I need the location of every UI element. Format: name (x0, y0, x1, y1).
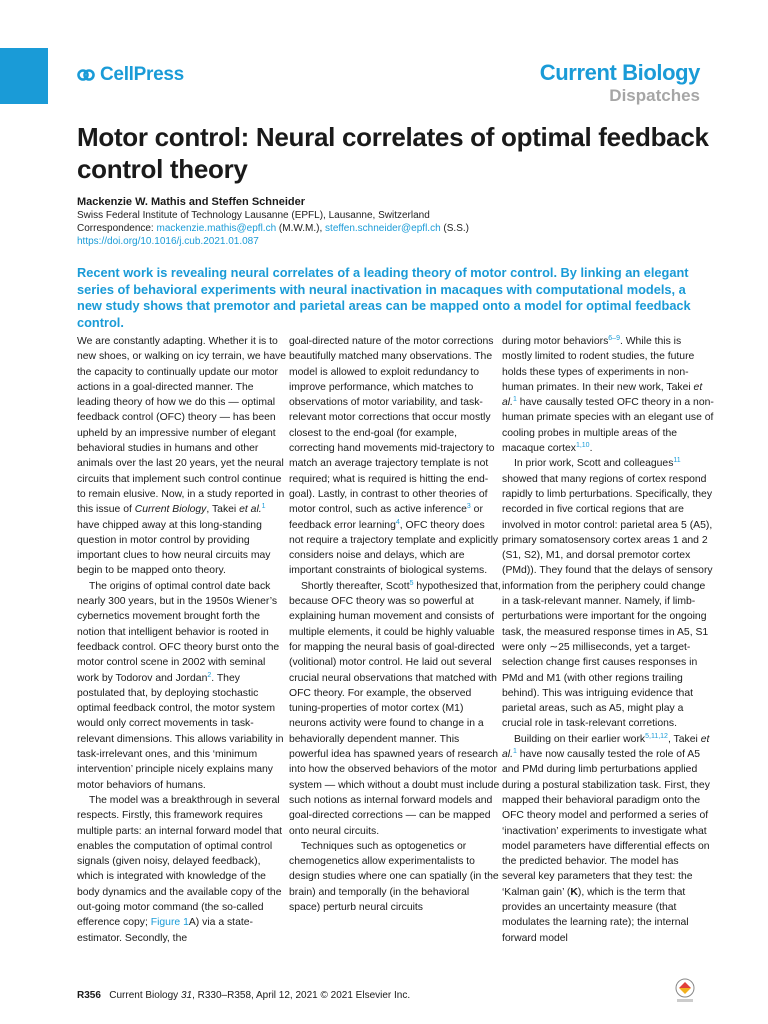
column-2 (289, 334, 501, 915)
journal-name: Current Biology (539, 60, 700, 85)
paragraph: The model was a breakthrough in several respects. Firstly, this framework requires multiple parts: an internal forward model that enables the computation of optimal control signals (given noisy, delayed feedback), which is integrated with knowledge of the body dynamics and the available copy of the out-going motor command (the so-called efference copy; Figure 1A) via a state-estimator. Secondly, the (77, 794, 283, 944)
reference-link[interactable]: 3 (466, 503, 471, 511)
reference-link[interactable]: 11 (673, 457, 681, 465)
email-note-2: (S.S.) (440, 223, 469, 234)
cellpress-link-icon (77, 67, 95, 83)
figure-link[interactable]: Figure 1 (150, 917, 189, 929)
paragraph: In prior work, Scott and colleagues$^{11}$ showed that many regions of cortex respond rapidly to limb perturbations. Specifically, they recorded in five cortical regions that are involved in motor control: parietal area 5 (A5), primary somatosensory cortex areas 1 and 2 (S1, S2), M1, and dorsal premotor cortex (PMd)). They found that the delays of sensory information from the periphery could change in a task-relevant manner. Namely, if limb-perturbations were important for the ongoing task, the measured response times in A5, S1 were only ∼25 milliseconds, yet a target-selection change first causes responses in PMd and M1 (with other regions trailing behind). This was intriguing evidence that parietal areas, such as A5, might play a crucial role in task-relevant corretions. (502, 457, 713, 730)
paragraph: Building on their earlier work$^{5,11,12}$, Takei et al.$^1$ have now causally tested the role of A5 and PMd during limb perturbations applied during a postural stabilization task. First, they mapped their behavioral paradigm onto the OFC theory model and performed a series of ‘inactivation’ experiments to investigate what model parameters have differential effects on the predicted behavior. The model has several key parameters that they test: the ‘Kalman gain’ (K), which is the term that provides an uncertainty measure (that modulates the learning rate); the internal forward model (502, 732, 710, 944)
section-name: Dispatches (609, 86, 700, 105)
correspondence-label: Correspondence: (77, 223, 157, 234)
reference-link[interactable]: 5 (409, 579, 414, 587)
reference-link[interactable]: 4 (395, 518, 400, 526)
journal-masthead (540, 62, 700, 104)
email-link-mathis[interactable]: mackenzie.mathis@epfl.ch (156, 223, 277, 234)
page-number: R356 (77, 990, 101, 1001)
paragraph: Techniques such as optogenetics or chemogenetics allow experimentalists to design studies where one can spatially (in the brain) and temporally (in the behavioral space) perturb neural circuits (289, 840, 499, 913)
paragraph: We are constantly adapting. Whether it is to new shoes, or walking on icy terrain, we have the capacity to continually update our motor actions in a goal-directed manner. The leading theory of how we do this — optimal feedback control (OFC) theory — has been upheld by an impressive number of elegant behavioral studies in humans and other animals over the last 20 years, yet the neural circuits that implement such control continue to remain elusive. Now, in a study reported in this issue of Current Biology, Takei et al.$^1$ have chipped away at this long-standing question in motor control by providing important clues to how neural circuits may begin to be mapped onto theory. (77, 336, 287, 577)
paragraph: The origins of optimal control date back nearly 300 years, but in the 1950s Wiener’s cybernetics movement brought forth the notion that intelligent behavior is rooted in feedback control. OFC theory burst onto the motor control scene in 2002 with seminal work by Todorov and Jordan$^2$. They postulated that, by deploying stochastic optimal feedback control, the motor system would only correct movements in task-relevant dimensions. This allows variability in task-irrelevant ones, and this ‘minimum intervention’ principle nicely explains many motor behaviors of humans. (77, 580, 284, 791)
column-3 (502, 334, 714, 946)
reference-link[interactable]: 6–9 (608, 335, 620, 342)
email-note-1: (M.W.M.), (276, 223, 326, 234)
author-list: Mackenzie W. Mathis and Steffen Schneider (77, 196, 305, 208)
abstract: Recent work is revealing neural correlates of a leading theory of motor control. By linking an elegant series of behavioral experiments with neural inactivation in macaques with computational models, a new study shows that premotor and parietal areas can be mapped onto a model for optimal feedback control. (77, 265, 691, 330)
crossmark-icon[interactable] (674, 978, 696, 1006)
cellpress-logo[interactable] (77, 64, 184, 86)
cellpress-wordmark: CellPress (100, 64, 184, 85)
paragraph: goal-directed nature of the motor corrections beautifully matched many observations. The model is allowed to exploit redundancy to improve performance, which matches to observations of motor variability, and task-relevant motor corrections that occur mostly closest to the end-goal (for example, correcting hand movements mid-trajectory to match an average trajectory template is not required; what is required is hitting the end-goal). Lastly, in contrast to other theories of motor control, such as active inference$^3$ or feedback error learning$^4$, OFC theory does not require a trajectory template and explicitly considers noise and delays, which are important constraints of biological systems. (289, 336, 499, 577)
doi-link[interactable]: https://doi.org/10.1016/j.cub.2021.01.087 (77, 236, 259, 247)
reference-link[interactable]: 5,11,12 (645, 732, 668, 740)
header-color-block (0, 48, 48, 104)
affiliation: Swiss Federal Institute of Technology Lausanne (EPFL), Lausanne, Switzerland (77, 210, 430, 221)
affiliation-block (77, 209, 469, 248)
paragraph: during motor behaviors$^{6-9}$. While this is mostly limited to rodent studies, the future holds these types of experiments in non-human primates. In their new work, Takei et al.$^1$ have causally tested OFC theory in a non-human primate species with an elegant use of cooling probes in multiple areas of the macaque cortex$^{1,10}$. (502, 335, 714, 455)
footer-volume: 31 (180, 990, 193, 1001)
footer-journal: Current Biology (109, 990, 181, 1001)
article-title: Motor control: Neural correlates of optimal feedback control theory (77, 122, 709, 184)
reference-link[interactable]: 1 (512, 396, 517, 404)
correspondence (77, 222, 469, 235)
page-footer (77, 990, 410, 1001)
footer-citation: , R330–R358, April 12, 2021 © 2021 Elsevier Inc. (192, 990, 411, 1001)
email-link-schneider[interactable]: steffen.schneider@epfl.ch (325, 223, 441, 234)
reference-link[interactable]: 2 (207, 671, 212, 679)
reference-link[interactable]: 1 (261, 503, 266, 511)
reference-link[interactable]: 1 (512, 748, 517, 756)
column-1 (77, 334, 289, 946)
reference-link[interactable]: 1,10 (575, 442, 590, 450)
paragraph: Shortly thereafter, Scott$^5$ hypothesized that, because OFC theory was so powerful at explaining human movement and consists of multiple elements, it could be highly valuable for mapping the neural basis of goal-directed (volitional) motor control. He laid out several crucial neural observations that matched with OFC theory. For example, the observed tuning-properties of motor cortex (M1) neurons activity were found to change in a behaviorally dependent manner. This powerful idea has spawned years of research into how the observed behaviors of the motor system — which without a doubt must include such notions as internal forward models and goal-directed corrections — can be mapped onto neural circuits. (289, 579, 501, 837)
